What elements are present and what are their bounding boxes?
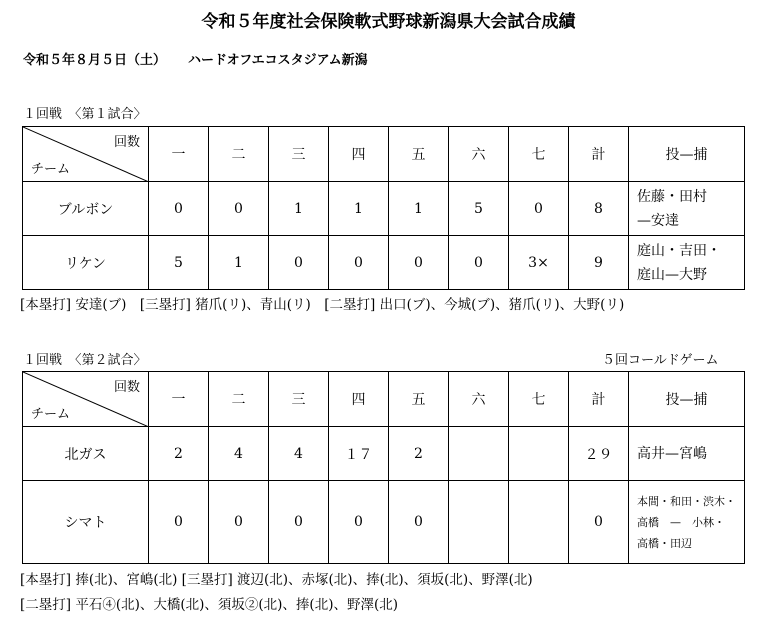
inning-score: １７ [329,427,389,481]
inning-score [449,427,509,481]
battery [629,481,745,564]
inning-header: 五 [389,372,449,427]
header-row [23,372,745,427]
inning-score: 0 [329,236,389,290]
game-date: 令和５年８月５日（土） [23,53,167,68]
inning-score: 0 [269,481,329,564]
inning-header: 四 [329,127,389,182]
page-title: 令和５年度社会保険軟式野球新潟県大会試合成績 [201,12,576,32]
inning-header: 一 [149,372,209,427]
inning-score: 5 [449,182,509,236]
battery-line: 庭山—大野 [637,266,707,283]
inning-header: 七 [509,127,569,182]
battery-line: —安達 [637,212,679,229]
battery-header: 投—捕 [629,372,745,427]
inning-score [509,481,569,564]
inning-score: 1 [209,236,269,290]
inning-score: 0 [149,481,209,564]
battery-line: 高井—宮嶋 [637,445,707,462]
team-row [23,182,745,236]
team-row [23,236,745,290]
inning-score: 1 [329,182,389,236]
inning-score: 0 [449,236,509,290]
inning-header: 六 [449,372,509,427]
battery-line: 高橋 — 小林・ [637,515,725,529]
total-header: 計 [569,127,629,182]
team-name: ブルボン [23,182,149,236]
game2-label: １回戦 〈第２試合〉 [23,353,147,368]
total-score: 0 [569,481,629,564]
battery [629,236,745,290]
venue: ハードオフエコスタジアム新潟 [188,53,368,68]
game1-notes: [本塁打] 安達(ブ) [三塁打] 猪爪(リ)、青山(リ) [二塁打] 出口(ブ)、今城(ブ)、猪爪(リ)、大野(リ) [20,297,625,313]
game-date-venue [23,49,368,68]
battery [629,182,745,236]
inning-score: 0 [149,182,209,236]
game1-label: １回戦 〈第１試合〉 [23,107,147,122]
game1-scoreboard [22,126,745,290]
total-score: 8 [569,182,629,236]
inning-score: 0 [209,182,269,236]
inning-score [509,427,569,481]
team-row [23,481,745,564]
team-name: シマト [23,481,149,564]
diagonal-header-cell [23,127,149,182]
header-row [23,127,745,182]
inning-score: 3× [509,236,569,290]
innings-header: 回数 [113,380,140,395]
inning-score: 1 [269,182,329,236]
inning-score: 2 [389,427,449,481]
team-row [23,427,745,481]
game2-notes-double: [二塁打] 平石④(北)、大橋(北)、須坂②(北)、捧(北)、野澤(北) [20,597,398,613]
team-header: チーム [31,162,71,177]
battery-line: 本間・和田・渋木・ [637,494,736,508]
inning-header: 七 [509,372,569,427]
game2-notes-home-triple: [本塁打] 捧(北)、宮嶋(北) [三塁打] 渡辺(北)、赤塚(北)、捧(北)、須坂(北)、野澤(北) [20,572,533,588]
battery-line: 佐藤・田村 [637,188,707,205]
inning-score: 4 [209,427,269,481]
inning-header: 三 [269,127,329,182]
inning-header: 二 [209,372,269,427]
battery [629,427,745,481]
called-game-note: ５回コールドゲーム [602,353,719,368]
inning-header: 五 [389,127,449,182]
team-name: リケン [23,236,149,290]
team-header: チーム [31,407,71,422]
total-score: 9 [569,236,629,290]
inning-score: 5 [149,236,209,290]
inning-score [449,481,509,564]
total-header: 計 [569,372,629,427]
battery-header: 投—捕 [629,127,745,182]
inning-score: 0 [389,236,449,290]
total-score: ２９ [569,427,629,481]
inning-header: 一 [149,127,209,182]
inning-score: 0 [329,481,389,564]
inning-score: 2 [149,427,209,481]
inning-header: 六 [449,127,509,182]
battery-line: 庭山・吉田・ [637,242,721,259]
innings-header: 回数 [113,135,140,150]
battery-line: 高橋・田辺 [637,536,692,550]
inning-header: 三 [269,372,329,427]
inning-score: 0 [269,236,329,290]
inning-score: 1 [389,182,449,236]
inning-header: 四 [329,372,389,427]
inning-score: 4 [269,427,329,481]
diagonal-header-cell [23,372,149,427]
inning-score: 0 [509,182,569,236]
game2-scoreboard [22,371,745,564]
inning-header: 二 [209,127,269,182]
inning-score: 0 [209,481,269,564]
team-name: 北ガス [23,427,149,481]
inning-score: 0 [389,481,449,564]
